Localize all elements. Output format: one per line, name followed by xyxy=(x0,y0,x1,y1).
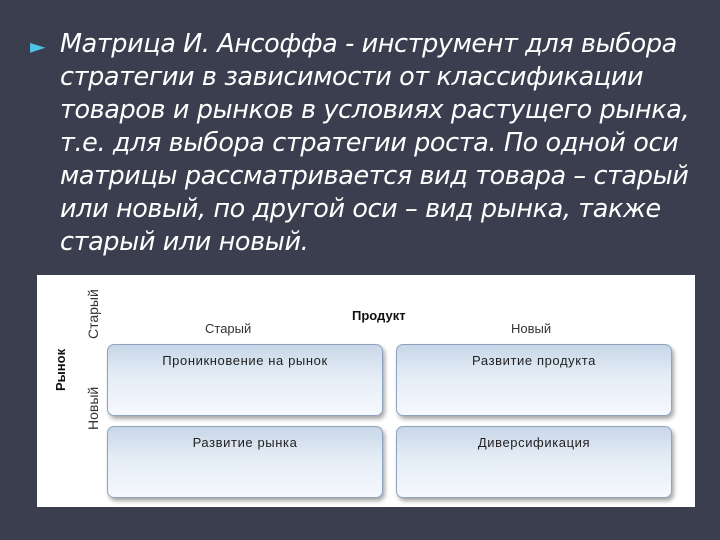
cell-market-development-label: Развитие рынка xyxy=(192,435,298,450)
y-axis-old-label: Старый xyxy=(85,289,101,339)
ansoff-matrix xyxy=(37,275,695,507)
x-axis-new-label: Новый xyxy=(511,321,552,336)
slide-text: Матрица И. Ансоффа - инструмент для выбора стратегии в зависимости от классификации товаров и рынков в условиях растущего рынка, т.е. для выбора стратегии роста. По одной оси матрицы рассматривается вид товара – старый или новый, по другой оси – вид рынка, также старый или новый. xyxy=(60,29,690,257)
y-axis-title: Рынок xyxy=(53,348,68,391)
cell-market-development xyxy=(107,426,383,498)
y-axis-new-label: Новый xyxy=(85,386,101,430)
bullet-arrow-icon: ► xyxy=(30,34,46,58)
cell-product-development xyxy=(396,344,672,416)
cell-market-penetration-label: Проникновение на рынок xyxy=(162,353,328,368)
cell-product-development-label: Развитие продукта xyxy=(472,353,596,368)
cell-diversification-label: Диверсификация xyxy=(477,435,591,450)
x-axis-title: Продукт xyxy=(352,308,406,323)
x-axis-old-label: Старый xyxy=(205,321,252,336)
cell-market-penetration xyxy=(107,344,383,416)
cell-diversification xyxy=(396,426,672,498)
